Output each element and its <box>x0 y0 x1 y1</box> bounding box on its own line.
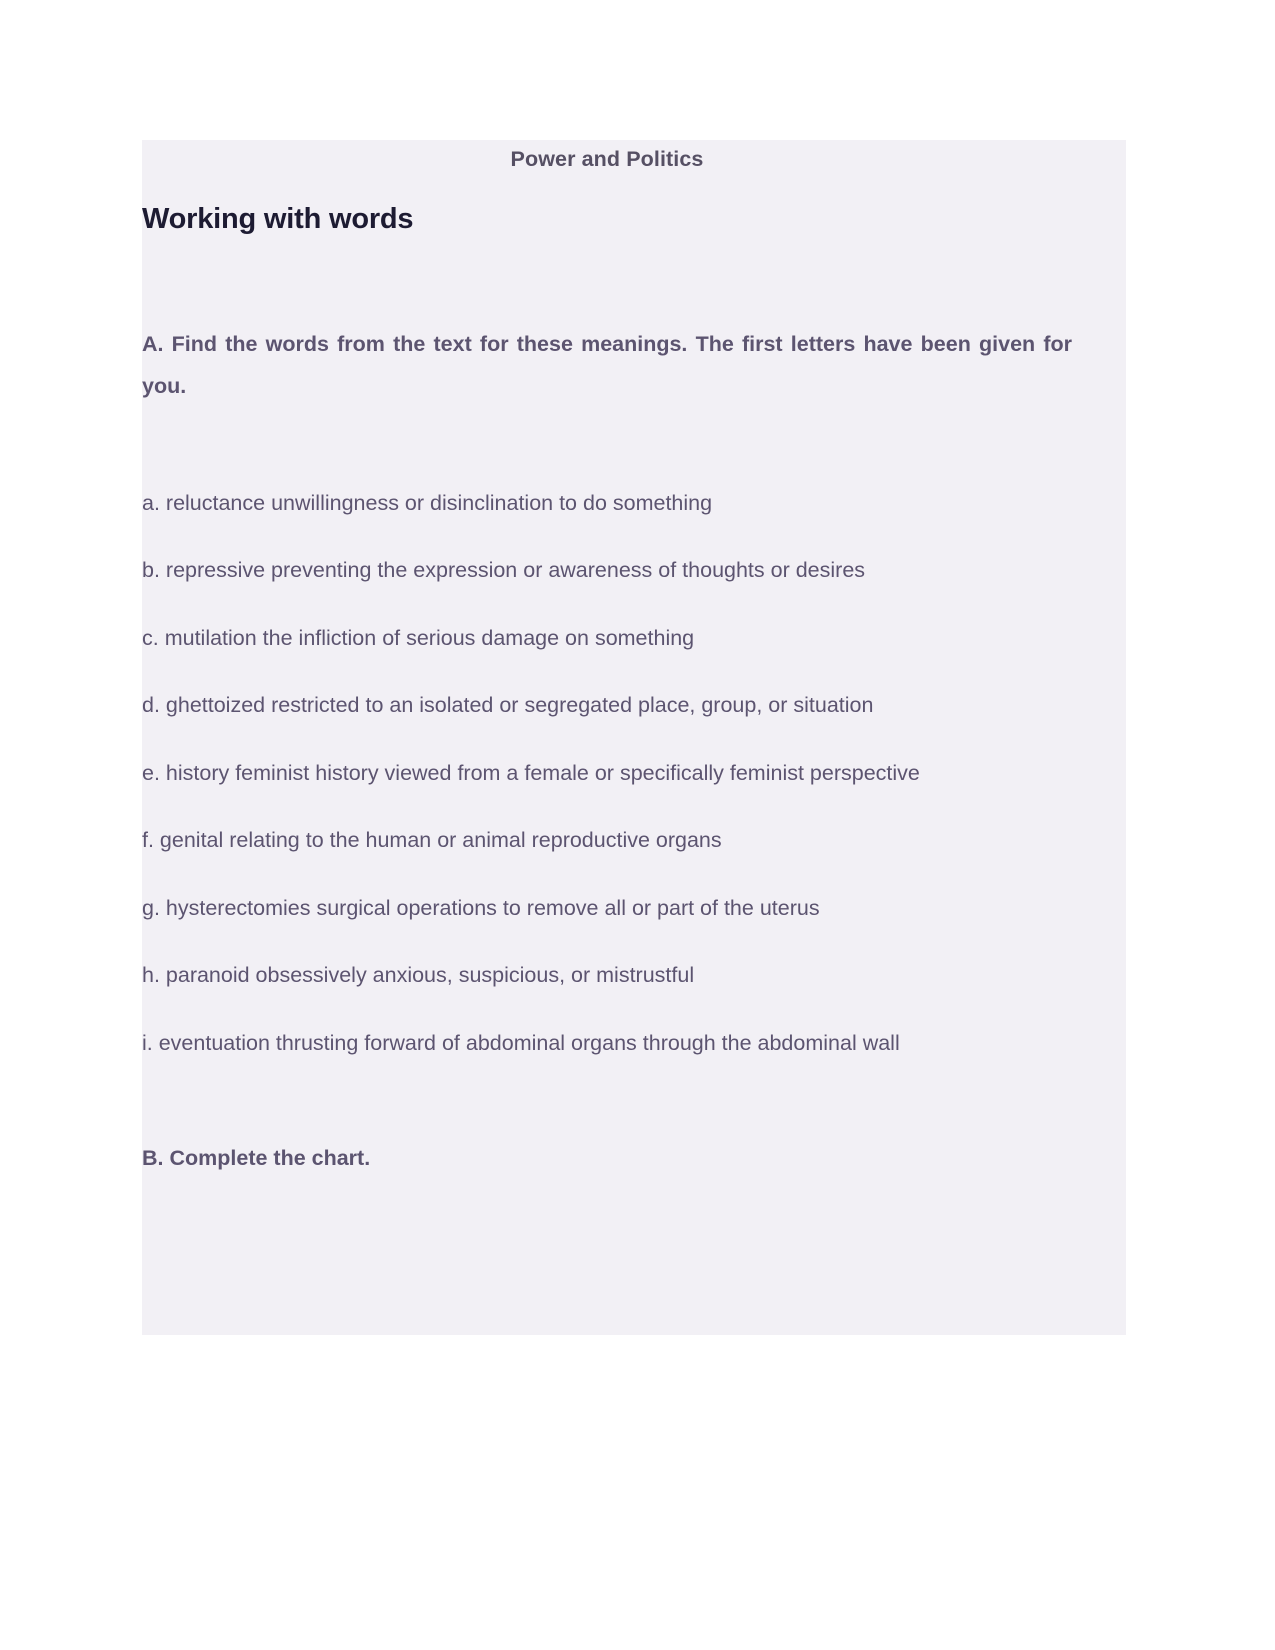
list-item: f. genital relating to the human or animal reproductive organs <box>142 828 722 853</box>
list-item: e. history feminist history viewed from a female or specifically feminist perspective <box>142 760 920 785</box>
section-a-instruction: A. Find the words from the text for these meanings. The first letters have been given for you. <box>142 331 1072 398</box>
content-block <box>142 140 1126 1335</box>
spacer-tail <box>142 1173 1072 1273</box>
list-item: d. ghettoized restricted to an isolated or segregated place, group, or situation <box>142 693 874 718</box>
meaning-list <box>142 490 1072 1058</box>
list-item: b. repressive preventing the expression or awareness of thoughts or desires <box>142 558 866 583</box>
list-item: c. mutilation the infliction of serious damage on something <box>142 625 695 650</box>
section-b-instruction: B. Complete the chart. <box>142 1146 371 1171</box>
content-inner <box>142 140 1072 1273</box>
spacer-before-section-b <box>142 1057 1072 1145</box>
list-item: h. paranoid obsessively anxious, suspicious, or mistrustful <box>142 963 695 988</box>
list-item: a. reluctance unwillingness or disinclination to do something <box>142 490 713 515</box>
page-title: Power and Politics <box>510 147 704 171</box>
list-item: i. eventuation thrusting forward of abdominal organs through the abdominal wall <box>142 1030 900 1055</box>
spacer-after-instruction <box>142 408 1072 490</box>
list-item: g. hysterectomies surgical operations to remove all or part of the uterus <box>142 895 820 920</box>
section-heading: Working with words <box>142 203 414 235</box>
spacer-after-heading <box>142 236 1072 324</box>
